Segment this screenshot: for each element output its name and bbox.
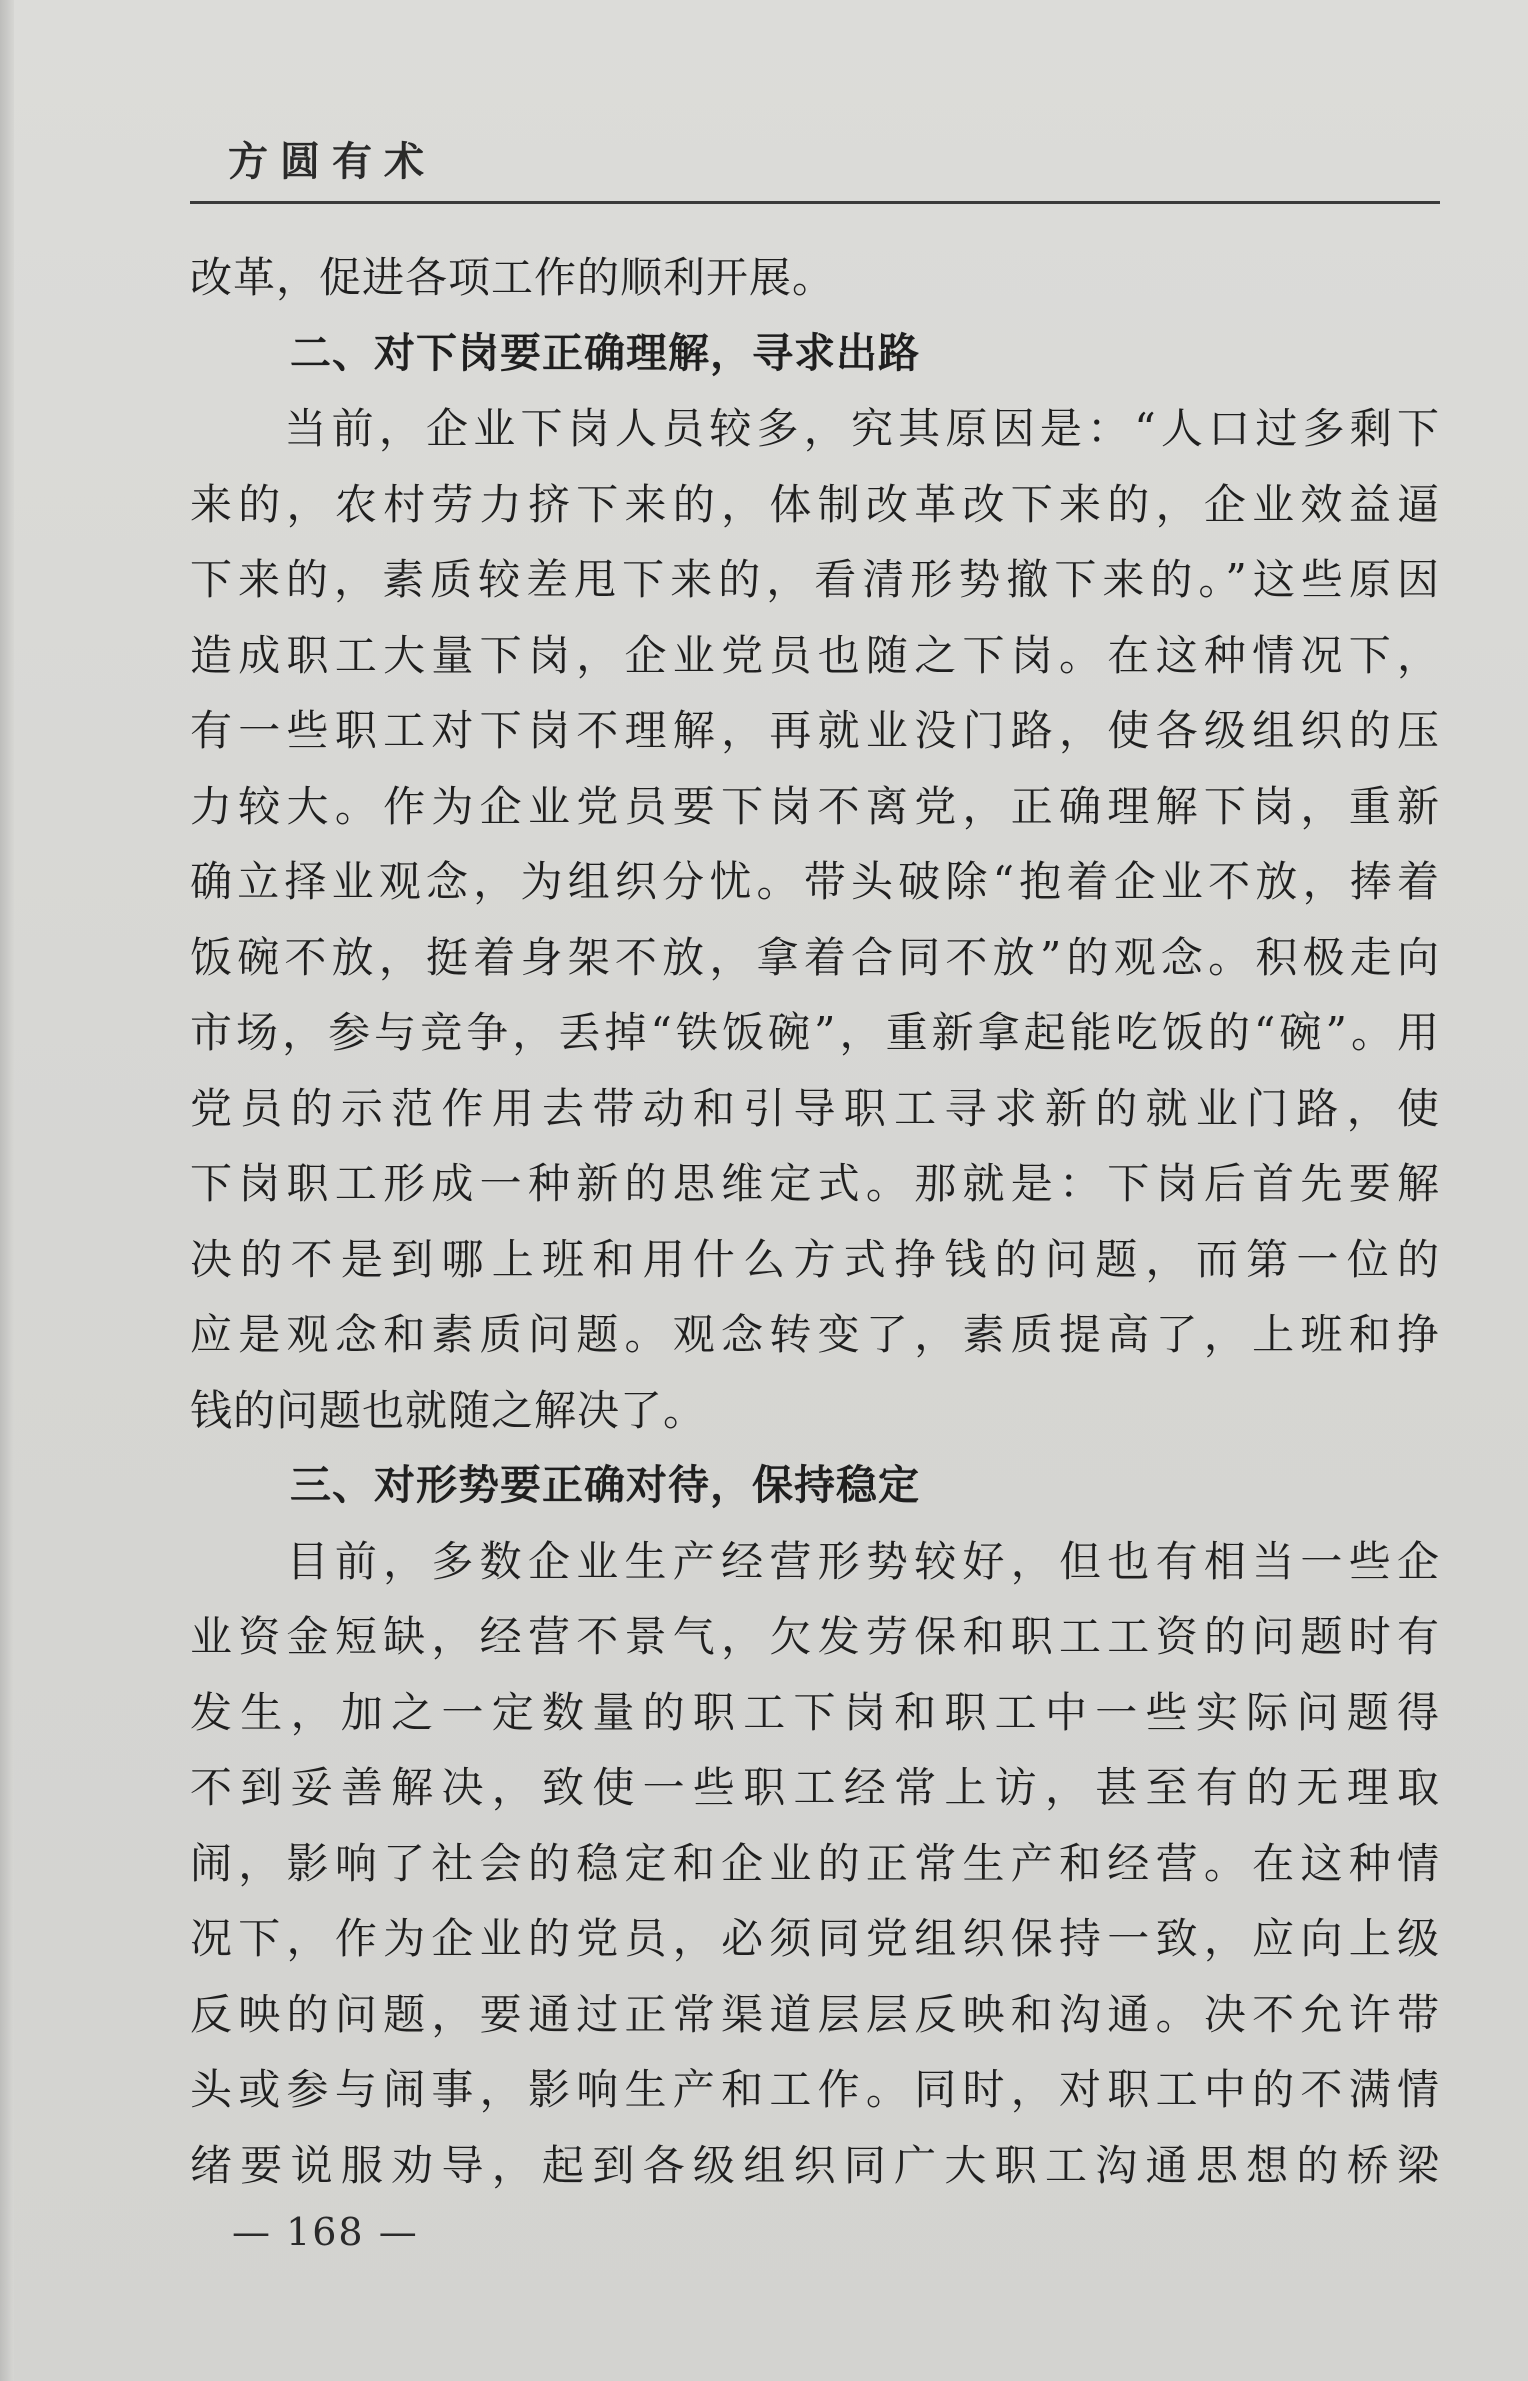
text-line: 闹，影响了社会的稳定和企业的正常生产和经营。在这种情 [190, 1838, 1440, 1888]
text-line: 应是观念和素质问题。观念转变了，素质提高了，上班和挣 [190, 1310, 1440, 1359]
page-number: — 168 — [232, 2210, 419, 2254]
text-line: 当前，企业下岗人员较多，究其原因是：“人口过多剩下 [190, 404, 1440, 453]
header-rule [190, 201, 1440, 204]
text-line: 发生，加之一定数量的职工下岗和职工中一些实际问题得 [190, 1687, 1440, 1737]
section-heading: 三、对形势要正确对待，保持稳定 [290, 1461, 920, 1509]
text-line: 头或参与闹事，影响生产和工作。同时，对职工中的不满情 [190, 2065, 1440, 2114]
text-line: 不到妥善解决，致使一些职工经常上访，甚至有的无理取 [190, 1763, 1440, 1812]
text-line: 况下，作为企业的党员，必须同党组织保持一致，应向上级 [190, 1914, 1440, 1963]
text-line: 决的不是到哪上班和用什么方式挣钱的问题，而第一位的 [190, 1234, 1440, 1284]
text-line: 下来的，素质较差甩下来的，看清形势撤下来的。”这些原因 [190, 555, 1440, 604]
body-text [190, 240, 1440, 2203]
text-line: 改革，促进各项工作的顺利开展。 [190, 253, 836, 302]
text-line: 有一些职工对下岗不理解，再就业没门路，使各级组织的压 [190, 706, 1440, 755]
text-line: 造成职工大量下岗，企业党员也随之下岗。在这种情况下， [190, 630, 1440, 680]
running-header: 方圆有术 [228, 139, 436, 185]
text-line: 目前，多数企业生产经营形势较好，但也有相当一些企 [190, 1536, 1440, 1586]
text-line: 力较大。作为企业党员要下岗不离党，正确理解下岗，重新 [190, 781, 1440, 831]
text-line: 绪要说服劝导，起到各级组织同广大职工沟通思想的桥梁 [190, 2140, 1440, 2190]
text-line: 饭碗不放，挺着身架不放，拿着合同不放”的观念。积极走向 [190, 932, 1440, 982]
scan-edge [0, 0, 14, 2381]
text-line: 反映的问题，要通过正常渠道层层反映和沟通。决不允许带 [190, 1989, 1440, 2039]
section-heading: 二、对下岗要正确理解，寻求出路 [290, 328, 920, 377]
text-line: 党员的示范作用去带动和引导职工寻求新的就业门路，使 [190, 1083, 1440, 1133]
text-line: 钱的问题也就随之解决了。 [190, 1385, 707, 1435]
text-line: 市场，参与竞争，丢掉“铁饭碗”，重新拿起能吃饭的“碗”。用 [190, 1008, 1440, 1057]
text-line: 确立择业观念，为组织分忧。带头破除“抱着企业不放，捧着 [190, 857, 1440, 906]
text-line: 业资金短缺，经营不景气，欠发劳保和职工工资的问题时有 [190, 1612, 1440, 1661]
text-line: 来的，农村劳力挤下来的，体制改革改下来的，企业效益逼 [190, 479, 1440, 529]
text-line: 下岗职工形成一种新的思维定式。那就是：下岗后首先要解 [190, 1159, 1440, 1208]
